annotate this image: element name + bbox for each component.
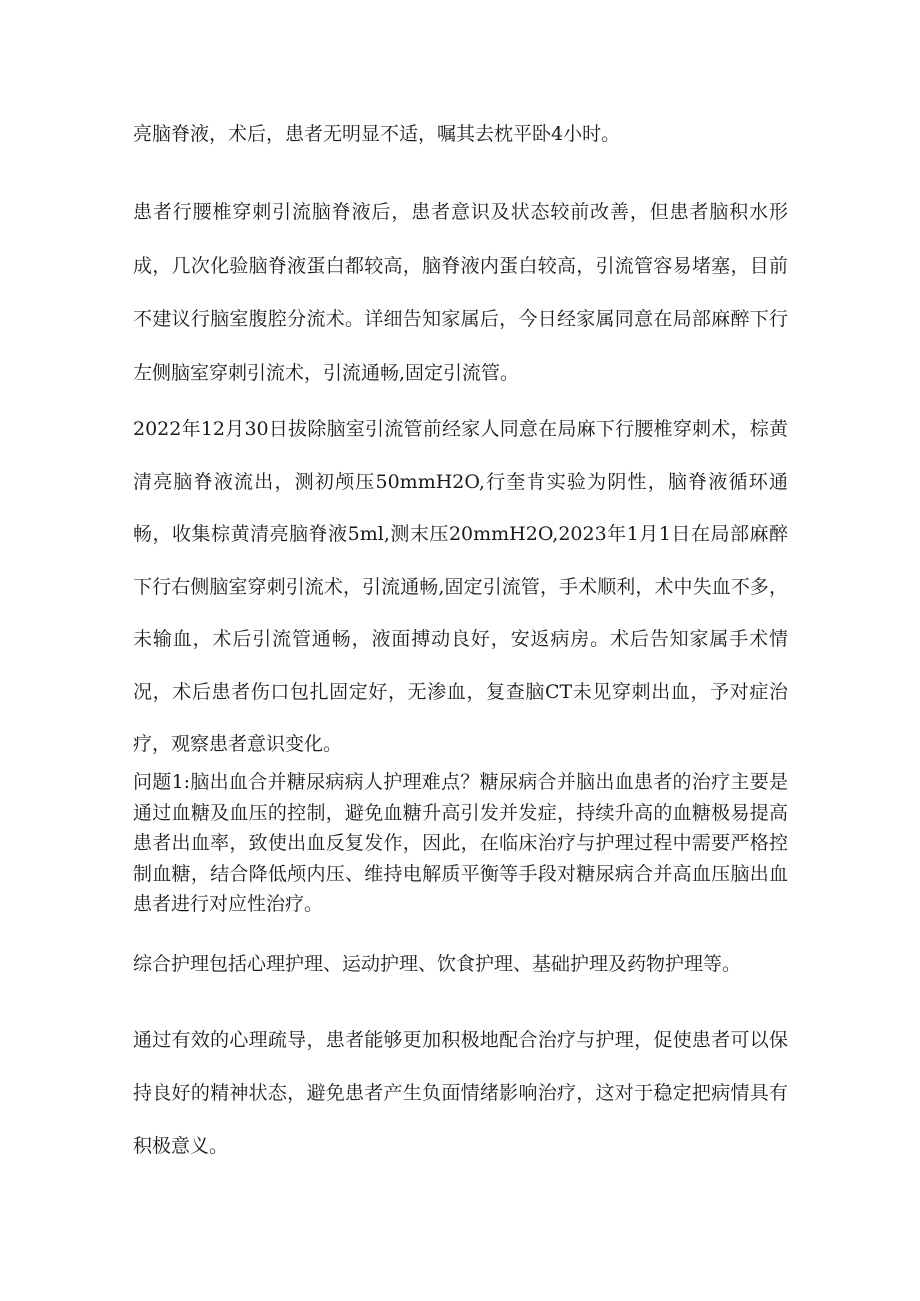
paragraph-6: 通过有效的心理疏导，患者能够更加积极地配合治疗与护理，促使患者可以保持良好的精神状态，避免患者产生负面情绪影响治疗，这对于稳定把病情具有积极意义。 — [133, 1029, 788, 1157]
paragraph-1: 亮脑脊液，术后，患者无明显不适，嘱其去枕平卧4小时。 — [133, 123, 621, 145]
paragraph-4: 问题1:脑出血合并糖尿病病人护理难点？糖尿病合并脑出血患者的治疗主要是通过血糖及血压的控制，避免血糖升高引发并发症，持续升高的血糖极易提高患者出血率，致使出血反复发作，因此，在临床治疗与护理过程中需要严格控制血糖，结合降低颅内压、维持电解质平衡等手段对糖尿病合并高血压脑出血患者进行对应性治疗。 — [133, 771, 788, 915]
paragraph-5: 综合护理包括心理护理、运动护理、饮食护理、基础护理及药物护理等。 — [133, 953, 742, 975]
paragraph-3: 2022年12月30日拔除脑室引流管前经家人同意在局麻下行腰椎穿刺术，棕黄清亮脑脊液流出，测初颅压50mmH2O,行奎肯实验为阴性，脑脊液循环通畅，收集棕黄清亮脑脊液5ml,测末压20mmH2O,2023年1月1日在局部麻醉下行右侧脑室穿刺引流术，引流通畅,固定引流管，手术顺利，术中失血不多，未输血，术后引流管通畅，液面搏动良好，安返病房。术后告知家属手术情况，术后患者伤口包扎固定好，无渗血，复查脑CT未见穿刺出血，予对症治疗，观察患者意识变化。 — [133, 418, 788, 755]
paragraph-2: 患者行腰椎穿刺引流脑脊液后，患者意识及状态较前改善，但患者脑积水形成，几次化验脑脊液蛋白都较高，脑脊液内蛋白较高，引流管容易堵塞，目前不建议行脑室腹腔分流术。详细告知家属后，今日经家属同意在局部麻醉下行左侧脑室穿刺引流术，引流通畅,固定引流管。 — [133, 201, 788, 384]
